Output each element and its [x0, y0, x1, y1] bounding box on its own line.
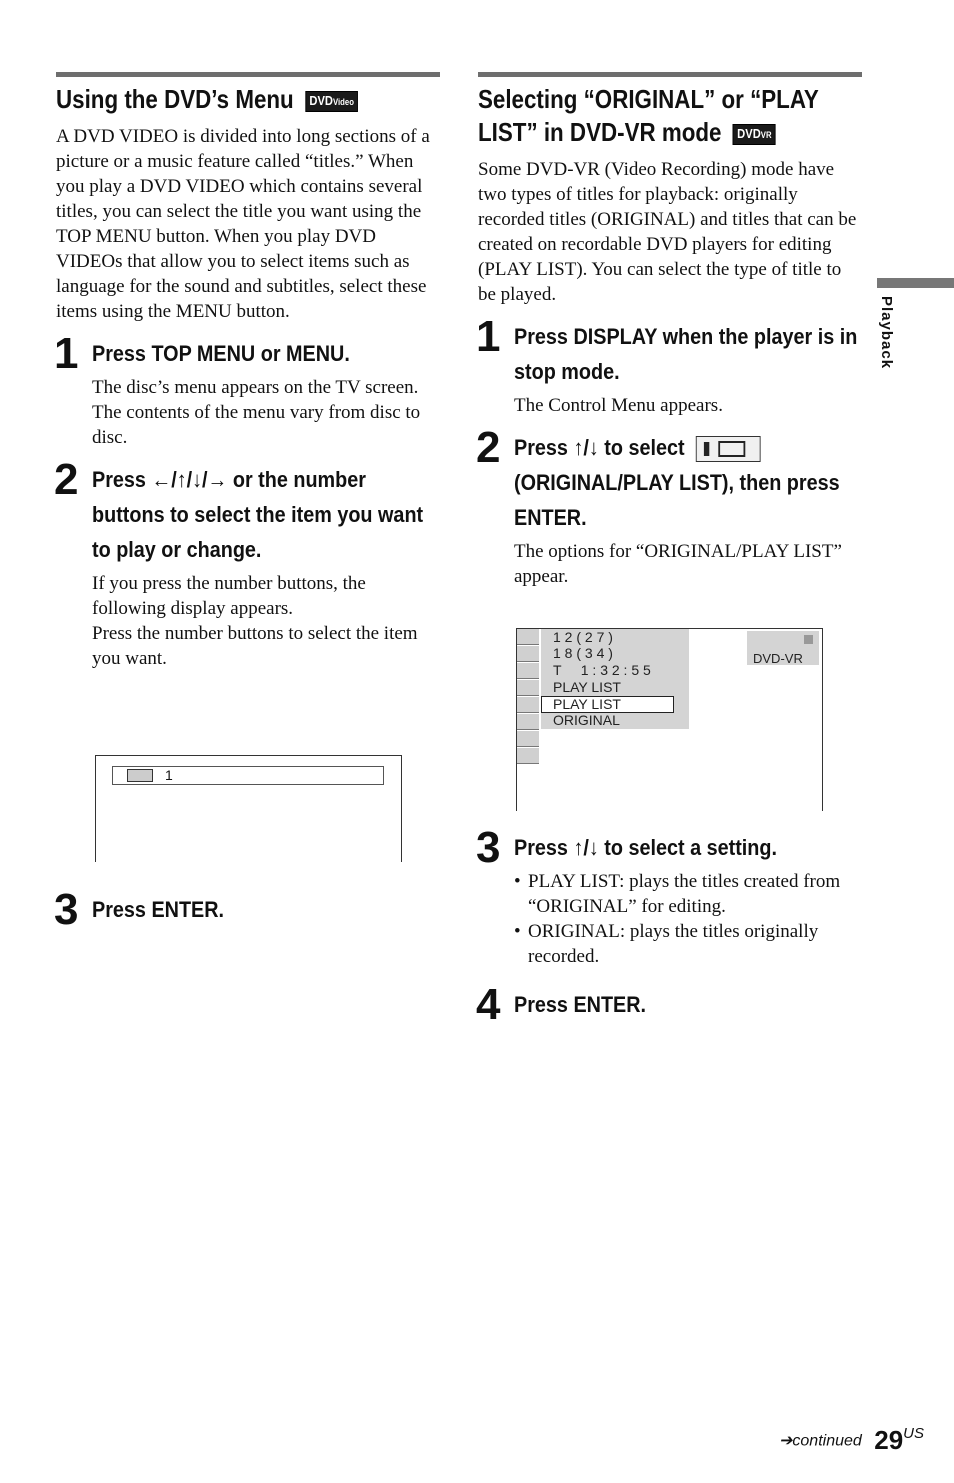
- step-2: [476, 423, 862, 589]
- left-column: [56, 72, 440, 671]
- step-3: [476, 823, 862, 969]
- step-title: Press ↑/↓ to select a setting.: [514, 835, 778, 860]
- step-text: If you press the number buttons, the following display appears.: [92, 573, 366, 619]
- mode-label: DVD-VR: [753, 651, 803, 666]
- step-text: The disc’s menu appears on the TV screen.: [92, 377, 419, 398]
- step-1: [476, 312, 862, 418]
- entry-bar: [112, 766, 384, 785]
- side-tab-label: Playback: [878, 296, 895, 370]
- section-rule: [56, 72, 440, 77]
- step-number: 3: [54, 885, 79, 934]
- page-number: 29: [874, 1425, 904, 1455]
- step-title: Press ↑/↓ to select (ORIGINAL/PLAY LIST), then press ENTER.: [514, 435, 840, 530]
- stop-icon: [804, 635, 813, 644]
- right-column: [478, 72, 862, 589]
- title-icon: [127, 769, 153, 782]
- menu-line: 1 2 ( 2 7 ): [553, 629, 613, 645]
- step-number: 1: [476, 312, 501, 361]
- entry-value: 1: [165, 767, 173, 783]
- step-title: Press DISPLAY when the player is in stop mode.: [514, 324, 858, 384]
- menu-option: ORIGINAL: [553, 712, 620, 728]
- step-text: Press the number buttons to select the item you want.: [92, 623, 418, 669]
- dvd-vr-badge: DVDVR: [733, 124, 776, 145]
- step-body: [92, 571, 440, 671]
- menu-line: T 1 : 3 2 : 5 5: [553, 662, 651, 678]
- intro-paragraph: Some DVD-VR (Video Recording) mode have two types of titles for playback: originally recorded titles (ORIGINAL) and titles that can be created on recordable DVD players for editing (PLAY LIST). You can select the type of title to be played.: [478, 159, 857, 305]
- step-4: [476, 980, 862, 1029]
- right-steps-lower: [476, 818, 862, 1029]
- section-heading: Using the DVD’s Menu DVDVideo: [56, 83, 439, 116]
- step-number: 3: [476, 823, 501, 872]
- intro-paragraph: A DVD VIDEO is divided into long sections of a picture or a music feature called “titles.” When you play a DVD VIDEO which contains several titles, you can select the title you want using the TOP MENU button. When you play DVD VIDEOs that allow you to select items such as language for the sound and subtitles, select these items using the MENU button.: [56, 126, 430, 322]
- list-item: • PLAY LIST: plays the titles created from “ORIGINAL” for editing.: [514, 869, 862, 919]
- control-menu-display: [516, 628, 823, 811]
- page-suffix: US: [903, 1425, 924, 1442]
- page-footer: [779, 1425, 924, 1456]
- step-body: The Control Menu appears.: [514, 395, 723, 416]
- side-tab-bar: [877, 278, 954, 288]
- step-2: [54, 455, 440, 671]
- number-entry-display: [95, 755, 402, 862]
- step-body: The options for “ORIGINAL/PLAY LIST” appear.: [514, 541, 842, 587]
- step-1: [54, 329, 440, 450]
- step-title: Press TOP MENU or MENU.: [92, 341, 350, 366]
- step-text: The contents of the menu vary from disc to disc.: [92, 402, 421, 448]
- step-number: 2: [476, 423, 501, 472]
- mode-panel: [747, 631, 819, 665]
- step-title: Press ←/↑/↓/→ or the number buttons to select the item you want to play or change.: [92, 467, 424, 562]
- continued-label: ➔continued: [778, 1432, 862, 1450]
- menu-icon-column: [517, 629, 539, 765]
- section-heading: Selecting “ORIGINAL” or “PLAY LIST” in DVD-VR mode DVDVR: [478, 84, 819, 147]
- menu-option: PLAY LIST: [553, 696, 621, 712]
- step-number: 4: [476, 980, 501, 1029]
- step-number: 1: [54, 329, 79, 378]
- option-list: [514, 869, 862, 969]
- step-3: [54, 885, 440, 934]
- list-item: • ORIGINAL: plays the titles originally recorded.: [514, 919, 862, 969]
- menu-line: 1 8 ( 3 4 ): [553, 645, 613, 661]
- menu-line: PLAY LIST: [553, 679, 621, 695]
- step-title: Press ENTER.: [92, 897, 225, 922]
- section-rule: [478, 72, 862, 77]
- step-number: 2: [54, 455, 79, 504]
- dvd-video-badge: DVDVideo: [305, 91, 358, 112]
- original-playlist-icon: [696, 436, 761, 462]
- step-title: Press ENTER.: [514, 992, 647, 1017]
- step-body: [92, 375, 440, 450]
- left-step-3: [54, 880, 440, 934]
